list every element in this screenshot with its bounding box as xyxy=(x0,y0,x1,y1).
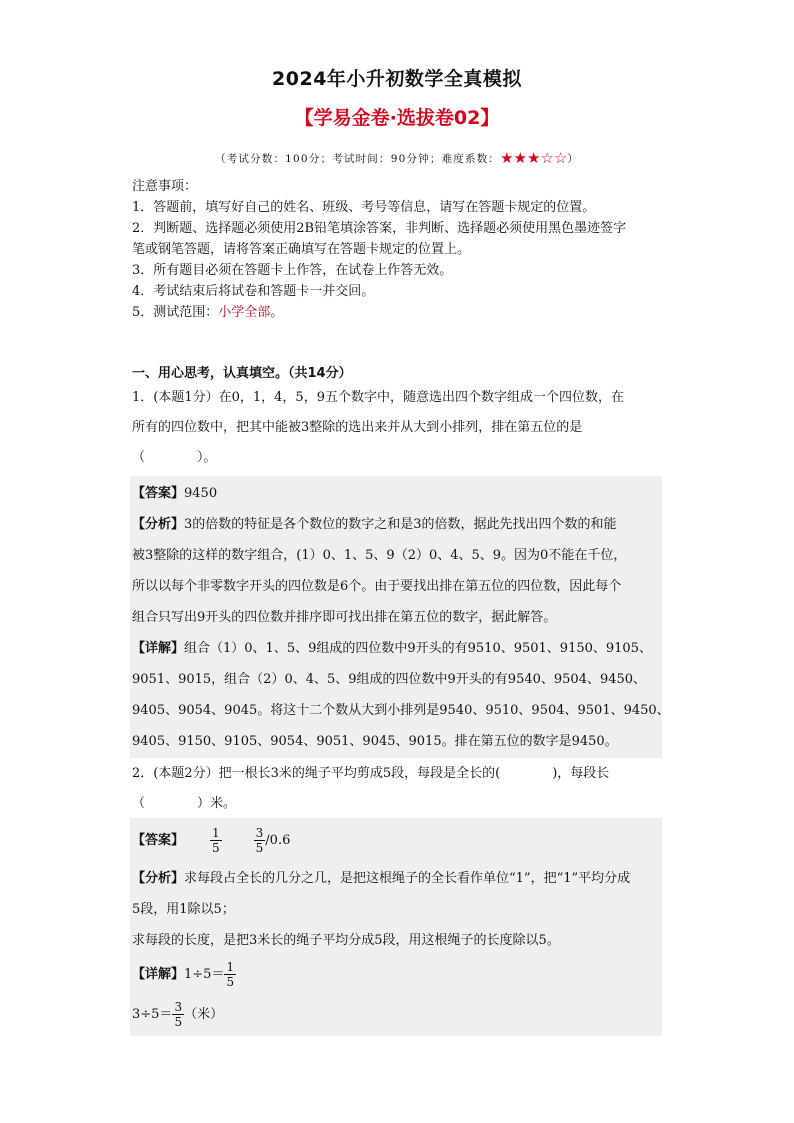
answer-value: 9450 xyxy=(184,486,218,501)
detail-line: 9051、9015，组合（2）0、4、5、9组成的四位数中9开头的有9540、9504、9450、 xyxy=(132,672,647,687)
notes-scope: 5．测试范围：小学全部。 xyxy=(132,305,284,320)
notes-heading: 注意事项： xyxy=(132,179,198,194)
star-full-icon: ★★★ xyxy=(500,149,541,167)
notes-item: 2．判断题、选择题必须使用2B铅笔填涂答案，非判断、选择题必须使用黑色墨迹签字 xyxy=(132,221,627,236)
analysis-line: 【分析】3的倍数的特征是各个数位的数字之和是3的倍数，据此先找出四个数的和能 xyxy=(132,517,617,532)
scope-value: 小学全部 xyxy=(218,305,271,320)
detail-line: 9405、9054、9045。将这十二个数从大到小排列是9540、9510、9504、9501、9450、 xyxy=(132,703,670,718)
analysis-tag: 【分析】 xyxy=(132,517,185,532)
answer-line-2 xyxy=(132,824,692,858)
difficulty-stars xyxy=(500,149,567,167)
analysis-line: 被3整除的这样的数字组合，(1）0、1、5、9（2）0、4、5、9。因为0不能在千位， xyxy=(132,548,627,563)
question-2 xyxy=(132,759,692,819)
section-heading: 一、用心思考，认真填空。（共14分） xyxy=(132,366,352,381)
detail-fraction-2: $\frac{3}{5}$ xyxy=(174,1000,183,1029)
detail-line-2a: 【详解】1÷5＝ $\frac{1}{5}$ xyxy=(132,960,235,989)
answer-tail: /0.6 xyxy=(265,833,291,848)
question-1 xyxy=(132,383,692,473)
analysis-line: 求每段的长度，是把3米长的绳子平均分成5段，用这根绳子的长度除以5。 xyxy=(132,933,560,948)
analysis-line: 所以以每个非零数字开头的四位数是6个。由于要找出排在第五位的四位数，因此每个 xyxy=(132,579,622,594)
notes-item: 4．考试结束后将试卷和答题卡一并交回。 xyxy=(132,284,375,299)
answer-fraction-1: $\frac{1}{5}$ xyxy=(212,826,220,855)
answer-fraction-2: $\frac{3}{5}$ xyxy=(255,826,264,855)
detail-line-2b: 3÷5＝ $\frac{3}{5}$ （米） xyxy=(132,1000,224,1029)
exam-meta xyxy=(0,149,794,167)
question-line: 2．(本题2分）把一根长3米的绳子平均剪成5段，每段是全长的( )，每段长 xyxy=(132,766,610,781)
detail-tag: 【详解】 xyxy=(132,967,185,982)
notes-item: 笔或钢笔答题，请将答案正确填写在答题卡规定的位置上。 xyxy=(132,242,471,257)
star-empty-icon: ☆☆ xyxy=(540,149,568,167)
exam-subtitle: 【学易金卷·选拔卷02】 xyxy=(294,107,500,129)
question-line: （ ）。 xyxy=(132,450,217,465)
detail-tag: 【详解】 xyxy=(132,641,185,656)
analysis-line: 组合只写出9开头的四位数并排序即可找出排在第五位的数字，据此解答。 xyxy=(132,610,557,625)
meta-suffix: ） xyxy=(567,153,580,165)
analysis-block-2 xyxy=(132,863,692,956)
meta-prefix: （考试分数：100分；考试时间：90分钟；难度系数： xyxy=(214,153,501,165)
notes-item: 3．所有题目必须在答题卡上作答，在试卷上作答无效。 xyxy=(132,263,453,278)
detail-line: 【详解】组合（1）0、1、5、9组成的四位数中9开头的有9510、9501、9150、9105、 xyxy=(132,641,652,656)
analysis-line: 5段，用1除以5； xyxy=(132,902,235,917)
analysis-line: 【分析】求每段占全长的几分之几，是把这根绳子的全长看作单位“1”，把“1”平均分成 xyxy=(132,871,631,886)
detail-fraction-1: $\frac{1}{5}$ xyxy=(226,960,235,989)
page-title: 2024年小升初数学全真模拟 xyxy=(272,68,522,90)
notes-item: 1．答题前，填写好自己的姓名、班级、考号等信息，请写在答题卡规定的位置。 xyxy=(132,200,596,215)
answer-block-1 xyxy=(132,478,692,757)
notes-block xyxy=(132,176,692,323)
answer-tag: 【答案】 xyxy=(132,486,185,501)
question-line: （ ）米。 xyxy=(132,796,237,811)
analysis-tag: 【分析】 xyxy=(132,871,185,886)
detail-line: 9405、9150、9105、9054、9051、9045、9015。排在第五位的数字是9450。 xyxy=(132,734,618,749)
answer-line xyxy=(132,478,692,509)
answer-tag: 【答案】 xyxy=(132,833,185,848)
question-line: 1．(本题1分）在0，1，4，5，9五个数字中，随意选出四个数字组成一个四位数，在 xyxy=(132,390,624,405)
question-line: 所有的四位数中，把其中能被3整除的选出来并从大到小排列，排在第五位的是 xyxy=(132,420,583,435)
